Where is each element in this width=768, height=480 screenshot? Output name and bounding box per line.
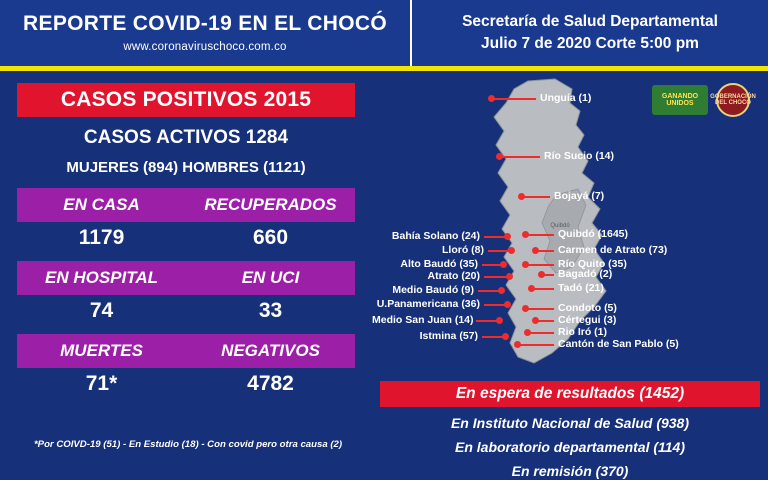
map-label-carmen-de-atrato: Carmen de Atrato (73) xyxy=(558,244,668,256)
svg-text:Quibdó: Quibdó xyxy=(550,223,570,229)
map-label-medio-san-juan: Medio San Juan (14) xyxy=(372,314,474,326)
leader-line xyxy=(526,234,554,236)
map-label-medio-baudo: Medio Baudó (9) xyxy=(392,284,474,296)
map-label-quibdo: Quibdó (1645) xyxy=(558,228,629,240)
leader-line xyxy=(482,264,502,266)
governor-program-logo: GANANDO UNIDOS xyxy=(652,85,708,115)
map-label-bojaya: Bojayá (7) xyxy=(554,190,605,202)
map-label-atrato: Atrato (20) xyxy=(427,270,480,282)
leader-line xyxy=(484,276,508,278)
leader-line xyxy=(518,344,554,346)
pending-results-title: En espera de resultados (1452) xyxy=(380,381,760,407)
map-label-rioiro: Rio Iró (1) xyxy=(558,326,607,338)
leader-line xyxy=(536,320,554,322)
map-label-canton-de-san-pablo: Cantón de San Pablo (5) xyxy=(558,338,679,350)
entity-name: Secretaría de Salud Departamental xyxy=(462,13,718,31)
leader-line xyxy=(482,336,504,338)
pending-ins: En Instituto Nacional de Salud (938) xyxy=(450,415,690,431)
leader-line xyxy=(528,332,554,334)
map-label-tado: Tadó (21) xyxy=(558,282,604,294)
map-panel xyxy=(372,71,768,480)
government-seal-logo: GOBERNACIÓN DEL CHOCÓ xyxy=(716,83,750,117)
map-label-rioquito: Río Quito (35) xyxy=(558,258,627,270)
leader-line xyxy=(488,250,510,252)
map-label-istmina: Istmina (57) xyxy=(419,330,478,342)
report-date: Julio 7 de 2020 Corte 5:00 pm xyxy=(481,35,699,52)
negatives-value: 4782 xyxy=(247,372,294,395)
deaths-footnote: *Por COIVD-19 (51) - En Estudio (18) - Con covid pero otra causa (2) xyxy=(33,439,343,450)
stats-panel xyxy=(0,71,372,480)
leader-line xyxy=(522,196,550,198)
map-label-u-panamericana: U.Panamericana (36) xyxy=(376,298,480,310)
map-label-certegui: Cértegui (3) xyxy=(558,314,617,326)
site-url: www.coronaviruschoco.com.co xyxy=(123,41,287,53)
map-label-bagado: Bagadó (2) xyxy=(558,268,613,280)
map-label-condoto: Condoto (5) xyxy=(558,302,617,314)
map-label-lloro: Lloró (8) xyxy=(442,244,484,256)
hospital-icu-labels xyxy=(17,261,355,295)
hospital-icu-values xyxy=(17,299,355,323)
pending-remission: En remisión (370) xyxy=(511,463,629,479)
deaths-label: MUERTES xyxy=(60,341,143,360)
leader-line xyxy=(500,156,540,158)
leader-line xyxy=(542,274,554,276)
choco-map xyxy=(372,71,768,381)
positive-cases-banner: CASOS POSITIVOS 2015 xyxy=(17,83,355,117)
leader-line xyxy=(484,236,506,238)
home-label: EN CASA xyxy=(63,195,140,214)
leader-line xyxy=(532,288,554,290)
leader-line xyxy=(526,308,554,310)
map-label-alto-baudo: Alto Baudó (35) xyxy=(400,258,478,270)
page-title: REPORTE COVID-19 EN EL CHOCÓ xyxy=(23,12,387,35)
page-header xyxy=(0,0,768,66)
leader-line xyxy=(526,264,554,266)
deaths-negatives-values xyxy=(17,372,355,396)
pending-results-block xyxy=(380,381,760,479)
icu-value: 33 xyxy=(258,299,283,322)
icu-label: EN UCI xyxy=(241,268,300,287)
header-right xyxy=(412,0,768,66)
map-label-unguia: Unguía (1) xyxy=(540,92,592,104)
home-recovered-values xyxy=(17,226,355,250)
header-left xyxy=(0,0,412,66)
recovered-label: RECUPERADOS xyxy=(204,195,337,214)
leader-line xyxy=(476,320,498,322)
leader-line xyxy=(536,250,554,252)
negatives-label: NEGATIVOS xyxy=(221,341,320,360)
leader-line xyxy=(492,98,536,100)
leader-line xyxy=(484,304,506,306)
map-label-riosucio: Río Sucio (14) xyxy=(544,150,615,162)
deaths-negatives-labels xyxy=(17,334,355,368)
gender-breakdown: MUJERES (894) HOMBRES (1121) xyxy=(66,158,306,176)
home-recovered-labels xyxy=(17,188,355,222)
pending-departmental-lab: En laboratorio departamental (114) xyxy=(454,439,685,455)
recovered-value: 660 xyxy=(252,226,289,249)
map-label-bahia-solano: Bahía Solano (24) xyxy=(391,230,480,242)
hospital-label: EN HOSPITAL xyxy=(44,268,159,287)
leader-line xyxy=(478,290,500,292)
hospital-value: 74 xyxy=(89,299,114,322)
deaths-value: 71* xyxy=(85,372,118,395)
active-cases: CASOS ACTIVOS 1284 xyxy=(83,127,289,148)
home-value: 1179 xyxy=(78,226,125,249)
